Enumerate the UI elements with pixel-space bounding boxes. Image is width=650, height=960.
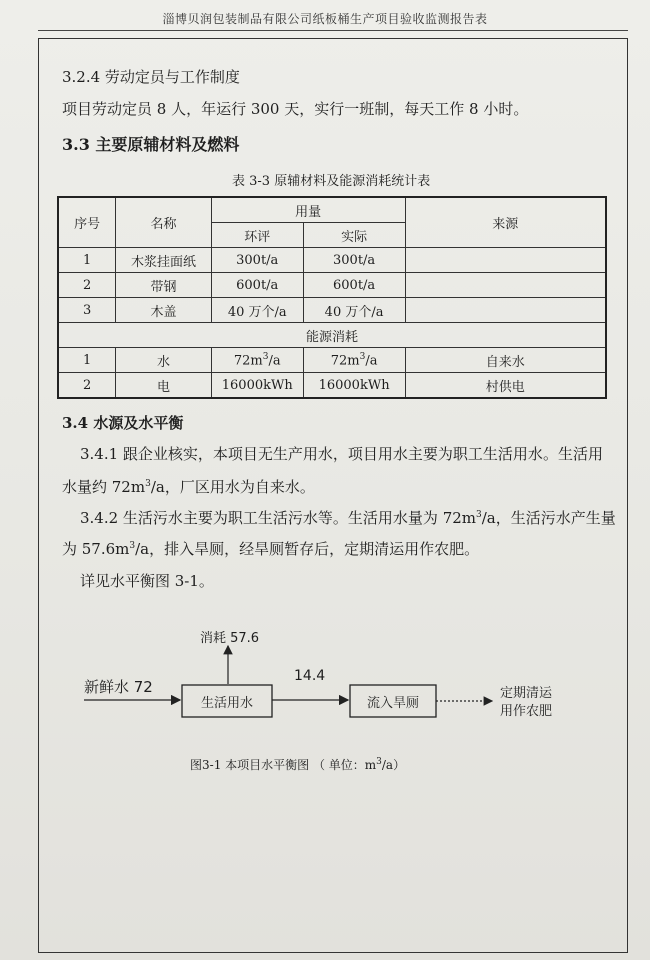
paragraph-3-4-1-line1: 3.4.1 跟企业核实，本项目无生产用水，项目用水主要为职工生活用水。生活用 xyxy=(80,445,603,463)
cell-source: 村供电 xyxy=(405,373,606,399)
cell-no: 1 xyxy=(58,348,116,373)
cell-name: 电 xyxy=(116,373,212,399)
cell-actual: 300t/a xyxy=(303,248,405,273)
cell-eia: 40 万个/a xyxy=(211,298,303,323)
table-caption: 表 3-3 原辅材料及能源消耗统计表 xyxy=(232,174,431,189)
section-3-2-4-heading: 3.2.4 劳动定员与工作制度 xyxy=(62,68,240,86)
cell-name: 带钢 xyxy=(116,273,212,298)
energy-title: 能源消耗 xyxy=(58,323,606,348)
paragraph-3-4-1-line2: 水量约 $72m^3/a$，厂区用水为自来水。 xyxy=(62,478,315,496)
cell-actual: 16000kWh xyxy=(303,373,405,399)
dry-toilet-label: 流入旱厕 xyxy=(366,696,419,711)
flow-label: 14.4 xyxy=(294,668,326,684)
cell-name: 木盖 xyxy=(116,298,212,323)
cell-name: 木浆挂面纸 xyxy=(116,248,212,273)
consumption-label: 消耗 57.6 xyxy=(200,631,260,646)
section-3-4-heading: 3.4 水源及水平衡 xyxy=(62,414,184,432)
cell-name: 水 xyxy=(116,348,212,373)
cell-source: 自来水 xyxy=(405,348,606,373)
cell-actual: 600t/a xyxy=(303,273,405,298)
cell-eia: 300t/a xyxy=(211,248,303,273)
header-name: 名称 xyxy=(116,197,212,248)
page-header: 淄博贝润包装制品有限公司纸板桶生产项目验收监测报告表 xyxy=(162,12,488,26)
header-usage: 用量 xyxy=(211,197,405,223)
header-source: 来源 xyxy=(405,197,606,248)
cell-actual: 40 万个/a xyxy=(303,298,405,323)
cell-no: 1 xyxy=(58,248,116,273)
cell-no: 3 xyxy=(58,298,116,323)
fresh-water-label: 新鲜水 72 xyxy=(84,678,153,696)
paragraph-3-4-2-line2: 为 $57.6m^3/a$，排入旱厕，经旱厕暂存后，定期清运用作农肥。 xyxy=(62,540,480,558)
cell-eia: 600t/a xyxy=(211,273,303,298)
header-eia: 环评 xyxy=(211,223,303,248)
cell-no: 2 xyxy=(58,373,116,399)
cell-eia: 16000kWh xyxy=(211,373,303,399)
figure-caption: 图3-1 本项目水平衡图 （ 单位：$m^3/a$） xyxy=(190,757,406,772)
destination-label-line1: 定期清运 xyxy=(500,686,553,701)
cell-actual: $72m^3/a$ xyxy=(303,348,405,373)
cell-no: 2 xyxy=(58,273,116,298)
domestic-water-label: 生活用水 xyxy=(200,696,253,711)
see-figure-text: 详见水平衡图 3-1。 xyxy=(80,572,214,590)
cell-eia: $72m^3/a$ xyxy=(211,348,303,373)
section-3-3-heading: 3.3 主要原辅材料及燃料 xyxy=(62,135,240,154)
header-no: 序号 xyxy=(58,197,116,248)
section-3-2-4-text: 项目劳动定员 8 人，年运行 300 天，实行一班制，每天工作 8 小时。 xyxy=(62,100,529,118)
paragraph-3-4-2-line1: 3.4.2 生活污水主要为职工生活污水等。生活用水量为 $72m^3/a$，生活污水产生量 xyxy=(80,509,616,527)
header-actual: 实际 xyxy=(303,223,405,248)
destination-label-line2: 用作农肥 xyxy=(500,704,553,719)
